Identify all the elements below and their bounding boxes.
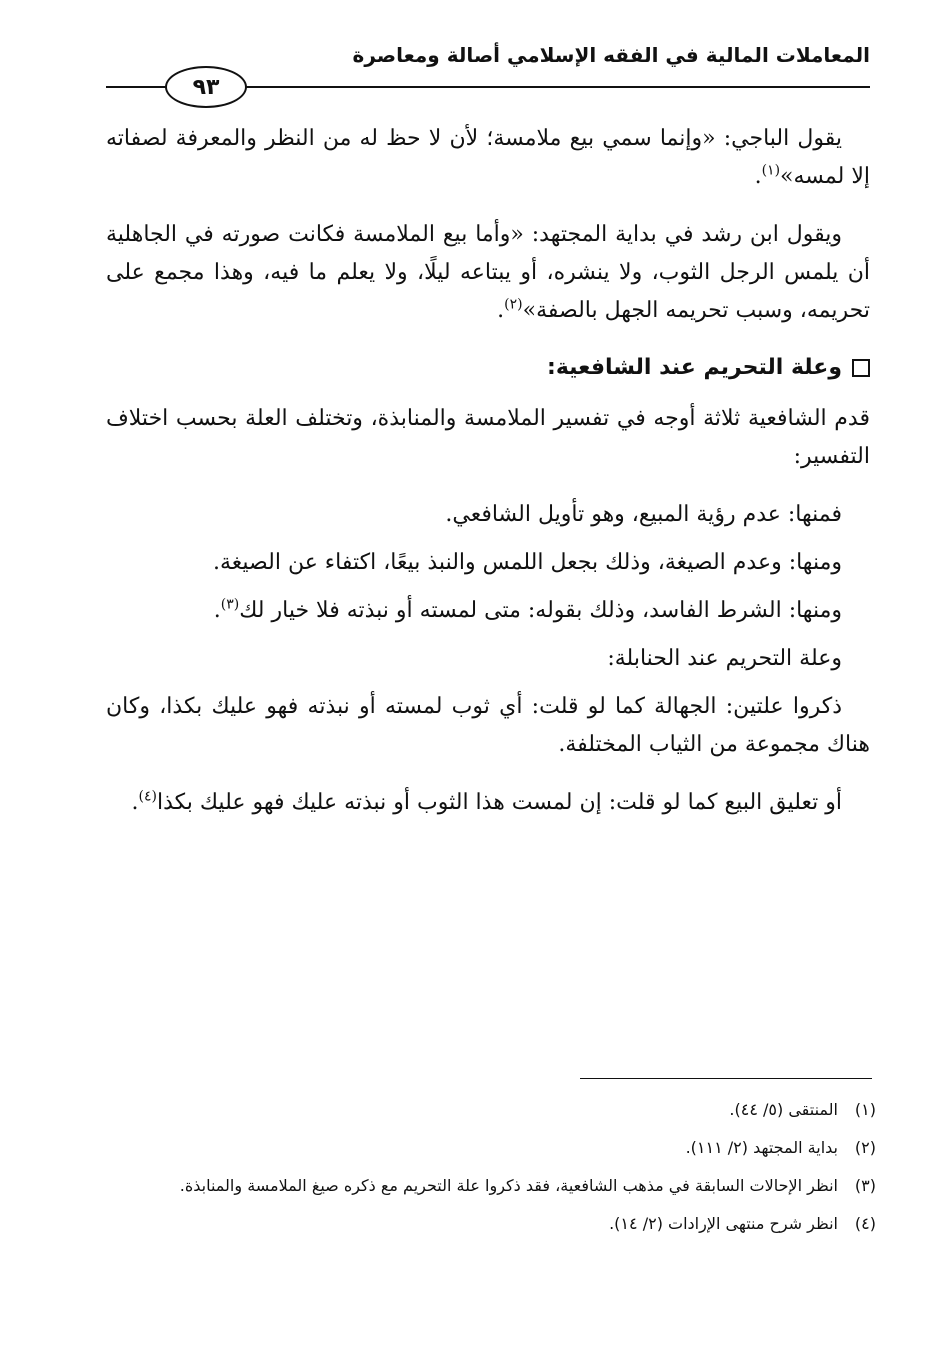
paragraph-ibn-rushd (106, 216, 870, 330)
footnote-ref: (٢) (504, 296, 523, 313)
footnote-text: انظر الإحالات السابقة في مذهب الشافعية، فقد ذكروا علة التحريم مع ذكره صيغ الملامسة والمنابذة. (179, 1176, 838, 1195)
paragraph-text: فمنها: عدم رؤية المبيع، وهو تأويل الشافعي. (445, 502, 842, 527)
paragraph-text: ومنها: الشرط الفاسد، وذلك بقوله: متى لمسته أو نبذته فلا خيار لك (239, 598, 842, 623)
footnote-item (106, 1170, 876, 1201)
footnote-text: المنتقى (٥/ ٤٤). (729, 1100, 838, 1119)
footnote-text: انظر شرح منتهى الإرادات (٢/ ١٤). (609, 1214, 838, 1233)
footnote-number: (٣) (854, 1176, 876, 1195)
paragraph-text: ويقول ابن رشد في بداية المجتهد: «وأما بيع الملامسة فكانت صورته في الجاهلية أن يلمس الرجل الثوب، ولا ينشره، أو يبتاعه ليلًا، ولا يعلم ما فيه، وهذا مجمع على تحريمه، وسبب تحريمه الجهل بالصفة» (106, 222, 870, 323)
paragraph-baji (106, 120, 870, 196)
page-number-badge (165, 66, 247, 108)
paragraph-end: . (213, 598, 221, 623)
paragraph-text: وعلة التحريم عند الحنابلة: (607, 646, 842, 671)
footnote-number: (٢) (854, 1138, 876, 1157)
footnote-number: (٤) (854, 1214, 876, 1233)
page-number: ٩٣ (192, 74, 220, 100)
section-heading-shafii (106, 350, 870, 386)
paragraph-end: . (497, 298, 505, 323)
paragraph-text: أو تعليق البيع كما لو قلت: إن لمست هذا الثوب أو نبذته عليك فهو عليك بكذا (156, 790, 842, 815)
main-text (106, 120, 870, 842)
checkbox-bullet-icon (852, 359, 870, 377)
paragraph-text: ذكروا علتين: الجهالة كما لو قلت: أي ثوب لمسته أو نبذته فهو عليك بكذا، وكان هناك مجموعة من الثياب المختلفة. (106, 694, 870, 757)
paragraph-hanbali-1 (106, 688, 870, 764)
paragraph-reason-1 (106, 496, 870, 534)
paragraph-reason-2 (106, 544, 870, 582)
footnote-ref: (٤) (138, 788, 157, 805)
section-heading-text: وعلة التحريم عند الشافعية: (547, 355, 842, 380)
running-header-title: المعاملات المالية في الفقه الإسلامي أصالة ومعاصرة (352, 43, 870, 67)
paragraph-hanbali-heading (106, 640, 870, 678)
paragraph-text: ومنها: وعدم الصيغة، وذلك بجعل اللمس والنبذ بيعًا، اكتفاء عن الصيغة. (213, 550, 842, 575)
paragraph-text: يقول الباجي: «وإنما سمي بيع ملامسة؛ لأن لا حظ له من النظر والمعرفة لصفاته إلا لمسه» (106, 126, 870, 189)
footnote-number: (١) (854, 1100, 876, 1119)
footnotes (106, 1094, 876, 1246)
footnote-text: بداية المجتهد (٢/ ١١١). (685, 1138, 838, 1157)
footnote-ref: (١) (761, 162, 781, 179)
footnote-item (106, 1132, 876, 1163)
paragraph-reason-3 (106, 592, 870, 630)
paragraph-end: . (131, 790, 139, 815)
footnote-item (106, 1094, 876, 1125)
paragraph-hanbali-2 (106, 784, 870, 822)
footnote-item (106, 1208, 876, 1239)
footnote-separator (580, 1078, 872, 1079)
paragraph-shafii-intro (106, 400, 870, 476)
paragraph-text: قدم الشافعية ثلاثة أوجه في تفسير الملامسة والمنابذة، وتختلف العلة بحسب اختلاف التفسير: (106, 406, 870, 469)
footnote-ref: (٣) (220, 596, 240, 613)
paragraph-end: . (754, 164, 762, 189)
